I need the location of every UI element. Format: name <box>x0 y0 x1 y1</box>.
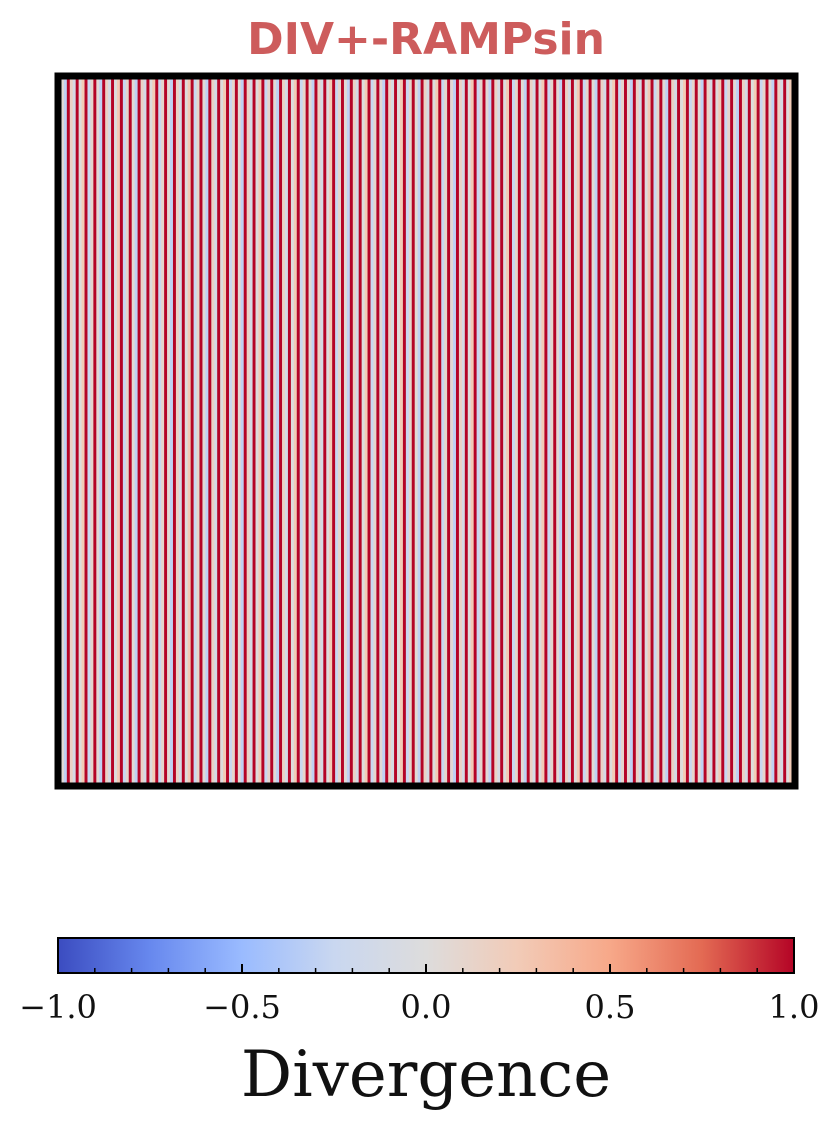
heatmap-stripe <box>642 76 645 786</box>
heatmap-stripe <box>748 76 751 786</box>
heatmap-stripe <box>751 76 754 786</box>
heatmap-stripe <box>447 76 450 786</box>
heatmap-stripe <box>238 76 241 786</box>
heatmap-stripe <box>509 76 512 786</box>
heatmap-stripe <box>683 76 686 786</box>
heatmap-stripe <box>123 76 126 786</box>
heatmap-stripe <box>668 76 671 786</box>
heatmap-stripe <box>718 76 721 786</box>
heatmap-stripe <box>659 76 662 786</box>
heatmap-stripe <box>559 76 562 786</box>
heatmap-stripe <box>592 76 595 786</box>
heatmap-stripe <box>279 76 282 786</box>
heatmap-stripe <box>677 76 680 786</box>
heatmap-stripe <box>99 76 102 786</box>
heatmap-stripe <box>689 76 692 786</box>
heatmap-stripe <box>624 76 627 786</box>
heatmap-stripe <box>303 76 306 786</box>
heatmap-stripe <box>727 76 730 786</box>
chart-title: DIV+-RAMPsin <box>247 14 605 65</box>
colorbar <box>19 938 819 1026</box>
heatmap-stripe <box>424 76 427 786</box>
heatmap-stripe <box>695 76 698 786</box>
heatmap-stripe <box>477 76 480 786</box>
heatmap-stripe <box>491 76 494 786</box>
heatmap-stripe <box>288 76 291 786</box>
heatmap-stripe <box>480 76 483 786</box>
heatmap-stripe <box>182 76 185 786</box>
heatmap-stripe <box>701 76 704 786</box>
heatmap-stripe <box>191 76 194 786</box>
heatmap-stripe <box>370 76 373 786</box>
heatmap-stripe <box>90 76 93 786</box>
heatmap-stripe <box>373 76 376 786</box>
heatmap-stripe <box>506 76 509 786</box>
heatmap-stripe <box>120 76 123 786</box>
heatmap-stripe <box>149 76 152 786</box>
heatmap-stripe <box>117 76 120 786</box>
heatmap-stripe <box>621 76 624 786</box>
colorbar-tick-label: −1.0 <box>19 988 97 1026</box>
heatmap-stripe <box>459 76 462 786</box>
colorbar-tick-label: −0.5 <box>203 988 281 1026</box>
heatmap-stripe <box>656 76 659 786</box>
heatmap-stripe <box>662 76 665 786</box>
heatmap-stripe <box>736 76 739 786</box>
heatmap-stripe <box>208 76 211 786</box>
heatmap-stripe <box>73 76 76 786</box>
heatmap-stripe <box>730 76 733 786</box>
heatmap-stripe <box>332 76 335 786</box>
heatmap-stripe <box>170 76 173 786</box>
heatmap-stripe <box>276 76 279 786</box>
colorbar-tick-label: 1.0 <box>768 988 820 1026</box>
heatmap-stripe <box>250 76 253 786</box>
heatmap-stripe <box>774 76 777 786</box>
heatmap-stripe <box>600 76 603 786</box>
heatmap-stripe <box>530 76 533 786</box>
heatmap-stripe <box>141 76 144 786</box>
colorbar-tick-labels <box>19 988 819 1026</box>
colorbar-label: Divergence <box>240 1038 612 1112</box>
heatmap-stripe <box>344 76 347 786</box>
heatmap-stripe <box>309 76 312 786</box>
heatmap-stripe <box>429 76 432 786</box>
heatmap-stripe <box>441 76 444 786</box>
heatmap-stripe <box>512 76 515 786</box>
heatmap-stripe <box>155 76 158 786</box>
heatmap-stripe <box>485 76 488 786</box>
heatmap-stripe <box>67 76 70 786</box>
heatmap-stripe <box>577 76 580 786</box>
heatmap-stripe <box>686 76 689 786</box>
heatmap-stripe <box>615 76 618 786</box>
heatmap-stripe <box>235 76 238 786</box>
heatmap-stripe <box>365 76 368 786</box>
heatmap-stripe <box>547 76 550 786</box>
heatmap-stripe <box>432 76 435 786</box>
heatmap-stripe <box>444 76 447 786</box>
heatmap-stripe <box>415 76 418 786</box>
heatmap-stripe <box>253 76 256 786</box>
heatmap-stripe <box>786 76 789 786</box>
heatmap-stripe <box>556 76 559 786</box>
heatmap-stripe <box>777 76 780 786</box>
heatmap-stripe <box>102 76 105 786</box>
heatmap-stripe <box>223 76 226 786</box>
heatmap-stripe <box>518 76 521 786</box>
heatmap-stripe <box>633 76 636 786</box>
heatmap-stripe <box>710 76 713 786</box>
heatmap-stripe <box>409 76 412 786</box>
heatmap-stripe <box>247 76 250 786</box>
heatmap-stripe <box>232 76 235 786</box>
heatmap-stripe <box>609 76 612 786</box>
heatmap-stripe <box>724 76 727 786</box>
heatmap-stripe <box>568 76 571 786</box>
heatmap-stripe <box>93 76 96 786</box>
heatmap-stripe <box>353 76 356 786</box>
heatmap-stripe <box>200 76 203 786</box>
heatmap-stripe <box>541 76 544 786</box>
heatmap-stripe <box>306 76 309 786</box>
heatmap-stripe <box>733 76 736 786</box>
heatmap-stripe <box>763 76 766 786</box>
heatmap-stripe <box>674 76 677 786</box>
heatmap-stripe <box>382 76 385 786</box>
heatmap-stripe <box>739 76 742 786</box>
heatmap-stripe <box>421 76 424 786</box>
heatmap-stripe <box>143 76 146 786</box>
heatmap-stripe <box>754 76 757 786</box>
heatmap-stripe <box>273 76 276 786</box>
heatmap-stripe <box>96 76 99 786</box>
heatmap-stripe <box>82 76 85 786</box>
heatmap-stripe <box>294 76 297 786</box>
heatmap-stripe <box>406 76 409 786</box>
heatmap-stripe <box>132 76 135 786</box>
heatmap-stripe <box>651 76 654 786</box>
heatmap-stripe <box>630 76 633 786</box>
heatmap-stripe <box>291 76 294 786</box>
heatmap-stripe <box>771 76 774 786</box>
heatmap-stripe <box>544 76 547 786</box>
heatmap-stripe <box>152 76 155 786</box>
heatmap-stripe <box>261 76 264 786</box>
heatmap-stripe <box>179 76 182 786</box>
heatmap-stripe <box>158 76 161 786</box>
heatmap-stripe <box>229 76 232 786</box>
heatmap-stripe <box>335 76 338 786</box>
heatmap-stripe <box>618 76 621 786</box>
heatmap-stripe <box>715 76 718 786</box>
heatmap-stripe <box>129 76 132 786</box>
heatmap-stripe <box>185 76 188 786</box>
heatmap-stripe <box>671 76 674 786</box>
heatmap-stripe <box>412 76 415 786</box>
heatmap-stripe <box>202 76 205 786</box>
heatmap-stripe <box>453 76 456 786</box>
heatmap-stripe <box>317 76 320 786</box>
heatmap-stripe <box>403 76 406 786</box>
heatmap-stripe <box>639 76 642 786</box>
heatmap-stripe <box>85 76 88 786</box>
heatmap-stripe <box>603 76 606 786</box>
heatmap-stripe <box>329 76 332 786</box>
heatmap-stripe <box>533 76 536 786</box>
heatmap-stripe <box>164 76 167 786</box>
heatmap-stripe <box>704 76 707 786</box>
heatmap-stripe <box>527 76 530 786</box>
heatmap-stripe <box>338 76 341 786</box>
heatmap-stripe <box>379 76 382 786</box>
heatmap-stripe <box>565 76 568 786</box>
heatmap-stripe <box>341 76 344 786</box>
heatmap-stripe <box>471 76 474 786</box>
heatmap-stripe <box>300 76 303 786</box>
heatmap-stripe <box>721 76 724 786</box>
heatmap-stripe <box>362 76 365 786</box>
heatmap-stripe <box>500 76 503 786</box>
heatmap-stripe <box>244 76 247 786</box>
heatmap-stripe <box>226 76 229 786</box>
heatmap-stripe <box>126 76 129 786</box>
heatmap-stripe <box>488 76 491 786</box>
heatmap-stripe <box>385 76 388 786</box>
heatmap-stripe <box>553 76 556 786</box>
heatmap-stripe <box>606 76 609 786</box>
heatmap-stripe <box>314 76 317 786</box>
heatmap-stripe <box>483 76 486 786</box>
heatmap-stripe <box>197 76 200 786</box>
heatmap-stripe <box>111 76 114 786</box>
heatmap-stripe <box>742 76 745 786</box>
heatmap-stripe <box>108 76 111 786</box>
heatmap-stripe <box>391 76 394 786</box>
heatmap-stripe <box>712 76 715 786</box>
heatmap-stripe <box>562 76 565 786</box>
heatmap-stripe <box>636 76 639 786</box>
heatmap-stripe <box>571 76 574 786</box>
heatmap-stripe <box>757 76 760 786</box>
heatmap-stripe <box>456 76 459 786</box>
heatmap-stripe <box>586 76 589 786</box>
heatmap-stripe <box>589 76 592 786</box>
heatmap-stripe <box>188 76 191 786</box>
heatmap-stripe <box>114 76 117 786</box>
heatmap-stripe <box>707 76 710 786</box>
heatmap-stripe <box>323 76 326 786</box>
heatmap-stripe <box>536 76 539 786</box>
heatmap-stripe <box>698 76 701 786</box>
heatmap-stripe <box>550 76 553 786</box>
heatmap-stripe <box>583 76 586 786</box>
heatmap-stripe <box>680 76 683 786</box>
heatmap-stripe <box>438 76 441 786</box>
heatmap-stripe <box>214 76 217 786</box>
heatmap-stripe <box>241 76 244 786</box>
heatmap-stripe <box>87 76 90 786</box>
heatmap-stripe <box>465 76 468 786</box>
heatmap-stripe <box>161 76 164 786</box>
heatmap-stripe <box>595 76 598 786</box>
heatmap-stripe <box>574 76 577 786</box>
heatmap-stripe <box>612 76 615 786</box>
heatmap-stripe <box>270 76 273 786</box>
heatmap-stripe <box>665 76 668 786</box>
heatmap-stripe <box>474 76 477 786</box>
heatmap-stripe <box>105 76 108 786</box>
heatmap-stripe <box>780 76 783 786</box>
heatmap-stripe <box>468 76 471 786</box>
colorbar-tick-label: 0.5 <box>584 988 636 1026</box>
heatmap-stripe <box>692 76 695 786</box>
heatmap-stripe <box>347 76 350 786</box>
heatmap-stripe <box>494 76 497 786</box>
colorbar-tick-label: 0.0 <box>400 988 452 1026</box>
heatmap-stripe <box>400 76 403 786</box>
heatmap-stripe <box>768 76 771 786</box>
heatmap-stripe <box>359 76 362 786</box>
heatmap-stripe <box>394 76 397 786</box>
heatmap-stripe <box>138 76 141 786</box>
heatmap-stripe <box>521 76 524 786</box>
heatmap-stripe <box>264 76 267 786</box>
heatmap-stripe <box>176 76 179 786</box>
heatmap-stripe <box>211 76 214 786</box>
heatmap-stripe <box>79 76 82 786</box>
heatmap-stripe <box>220 76 223 786</box>
heatmap-stripe <box>312 76 315 786</box>
heatmap-stripe <box>258 76 261 786</box>
heatmap-stripe <box>760 76 763 786</box>
heatmap-stripe <box>515 76 518 786</box>
heatmap-stripe <box>766 76 769 786</box>
heatmap-stripe <box>580 76 583 786</box>
heatmap-stripe <box>524 76 527 786</box>
heatmap-stripe <box>194 76 197 786</box>
heatmap-stripe <box>653 76 656 786</box>
heatmap-stripe <box>256 76 259 786</box>
heatmap-stripe <box>376 76 379 786</box>
heatmap-stripe <box>503 76 506 786</box>
heatmap-stripe <box>217 76 220 786</box>
heatmap-stripe <box>427 76 430 786</box>
heatmap-stripe <box>267 76 270 786</box>
heatmap-stripe <box>648 76 651 786</box>
heatmap-stripe <box>70 76 73 786</box>
heatmap-stripe <box>497 76 500 786</box>
heatmap-stripe <box>597 76 600 786</box>
heatmap-stripe <box>645 76 648 786</box>
heatmap-stripe <box>783 76 786 786</box>
heatmap-stripe <box>320 76 323 786</box>
heatmap-stripe <box>326 76 329 786</box>
heatmap-stripe <box>356 76 359 786</box>
heatmap-stripe <box>285 76 288 786</box>
heatmap-field <box>58 76 795 786</box>
heatmap-stripe <box>297 76 300 786</box>
heatmap-stripe <box>627 76 630 786</box>
heatmap-stripe <box>76 76 79 786</box>
heatmap-stripe <box>435 76 438 786</box>
heatmap-stripe <box>350 76 353 786</box>
heatmap-stripe <box>205 76 208 786</box>
heatmap-stripe <box>368 76 371 786</box>
heatmap-stripe <box>64 76 67 786</box>
heatmap-stripe <box>282 76 285 786</box>
heatmap-stripe <box>418 76 421 786</box>
heatmap-stripe <box>146 76 149 786</box>
heatmap-stripe <box>450 76 453 786</box>
heatmap-stripe <box>745 76 748 786</box>
heatmap-stripe <box>173 76 176 786</box>
heatmap-stripe <box>539 76 542 786</box>
heatmap-stripe <box>397 76 400 786</box>
heatmap-stripe <box>135 76 138 786</box>
heatmap-stripe <box>388 76 391 786</box>
heatmap-stripe <box>167 76 170 786</box>
heatmap-stripe <box>462 76 465 786</box>
